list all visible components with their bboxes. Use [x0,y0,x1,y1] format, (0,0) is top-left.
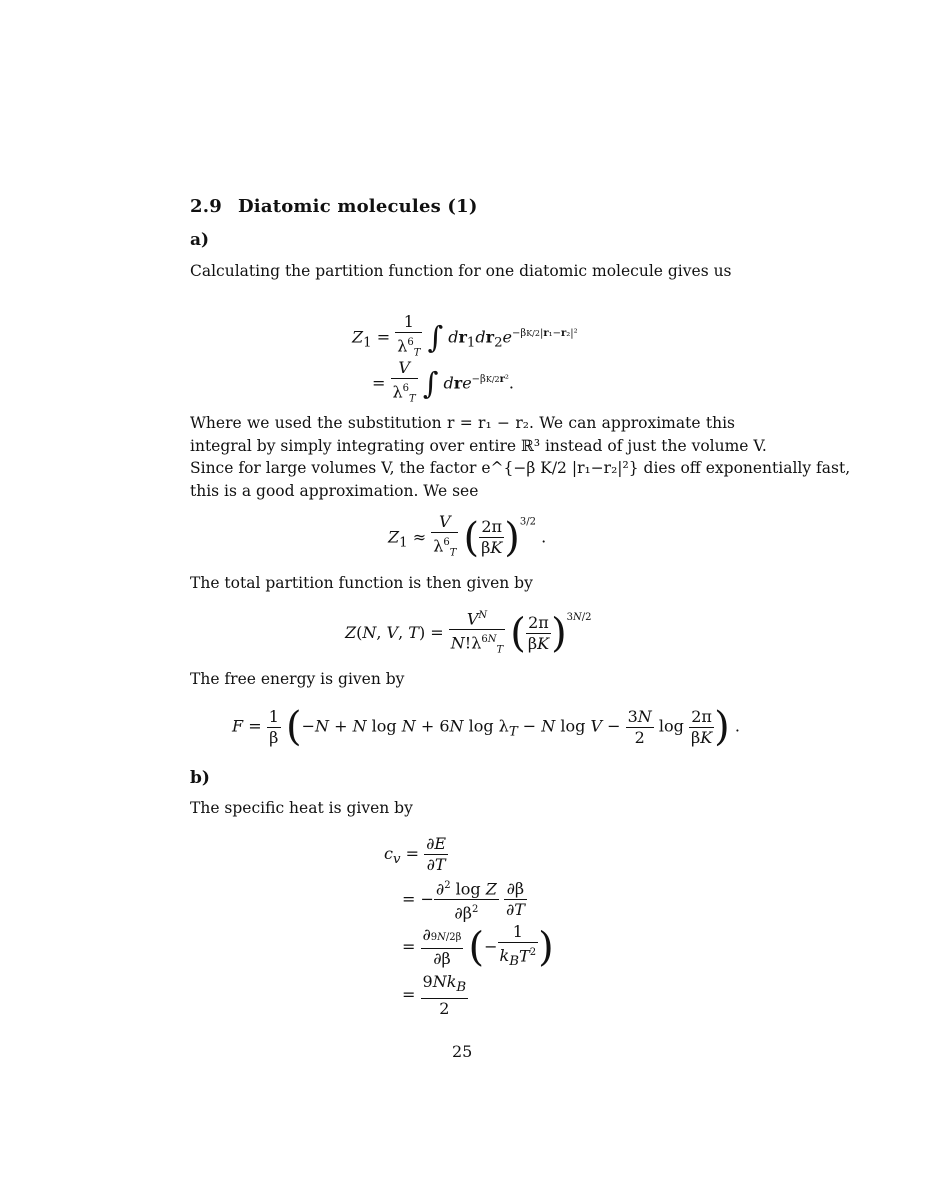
part-a-intro: Calculating the partition function for one diatomic molecule gives us [190,262,732,280]
paragraph-line: integral by simply integrating over entire ℝ³ instead of just the volume V. [190,436,767,455]
equation-cv-line2: = − $\frac{\partial^2 \log Z}{\partial\beta^2}$ $\frac{\partial\beta}{\partial T}$ [402,879,525,923]
equation-cv-line1: $c_v$ = $\frac{\partial E}{\partial T}$ [384,834,447,874]
equation-free-energy: F = $\frac{1}{\beta}$ (−N + N log N + 6N $\log \lambda_T - N$ log V − $\frac{3N}{2}$ log $\frac{2\pi}{\beta K}$ ) . [232,704,740,750]
subsection-b-label: b) [190,768,210,788]
equation-cv-line3: = $\frac{\partial 9N/2\beta}{\partial\beta}$ (− $\frac{1}{k_BT^2}$ ) [402,922,554,973]
total-partition-text: The total partition function is then given by [190,574,533,592]
substitution-paragraph [190,412,851,502]
section-heading [190,196,478,217]
part-b-intro: The specific heat is given by [190,799,413,817]
section-title: Diatomic molecules (1) [238,196,478,217]
paragraph-line: this is a good approximation. We see [190,481,479,500]
paragraph-line: Where we used the substitution r = r₁ − r₂. We can approximate this [190,414,735,432]
section-number: 2.9 [190,196,222,217]
paragraph-line: Since for large volumes V, the factor e^{−β K/2 |r₁−r₂|²} dies off exponentially fast, [190,459,851,477]
free-energy-text: The free energy is given by [190,670,405,688]
equation-z1-line2: = $\frac{V}{\lambda^6_T}$ ∫ dre$^{-\beta K/2r^2}$. [372,358,514,410]
page-number: 25 [452,1042,473,1061]
equation-z1-approx: $Z_1$ ≈ $\frac{V}{\lambda^6_T}$ ( $\frac{2\pi}{\beta K}$ )$^{3/2}$ . [388,512,546,564]
equation-total-partition: Z(N, V, T) = $\frac{V^N}{N!\lambda^{6N}_T}$ ( $\frac{2\pi}{\beta K}$ )$^{3N/2}$ [345,606,592,661]
equation-z1-line1: $Z_1$ = $\frac{1}{\lambda^6_T}$ ∫ $dr_1dr_2e^{-\beta K/2|r_1-r_2|^2}$ [352,312,578,364]
equation-cv-line4: = $\frac{9Nk_B}{2}$ [402,972,467,1019]
subsection-a-label: a) [190,230,210,250]
